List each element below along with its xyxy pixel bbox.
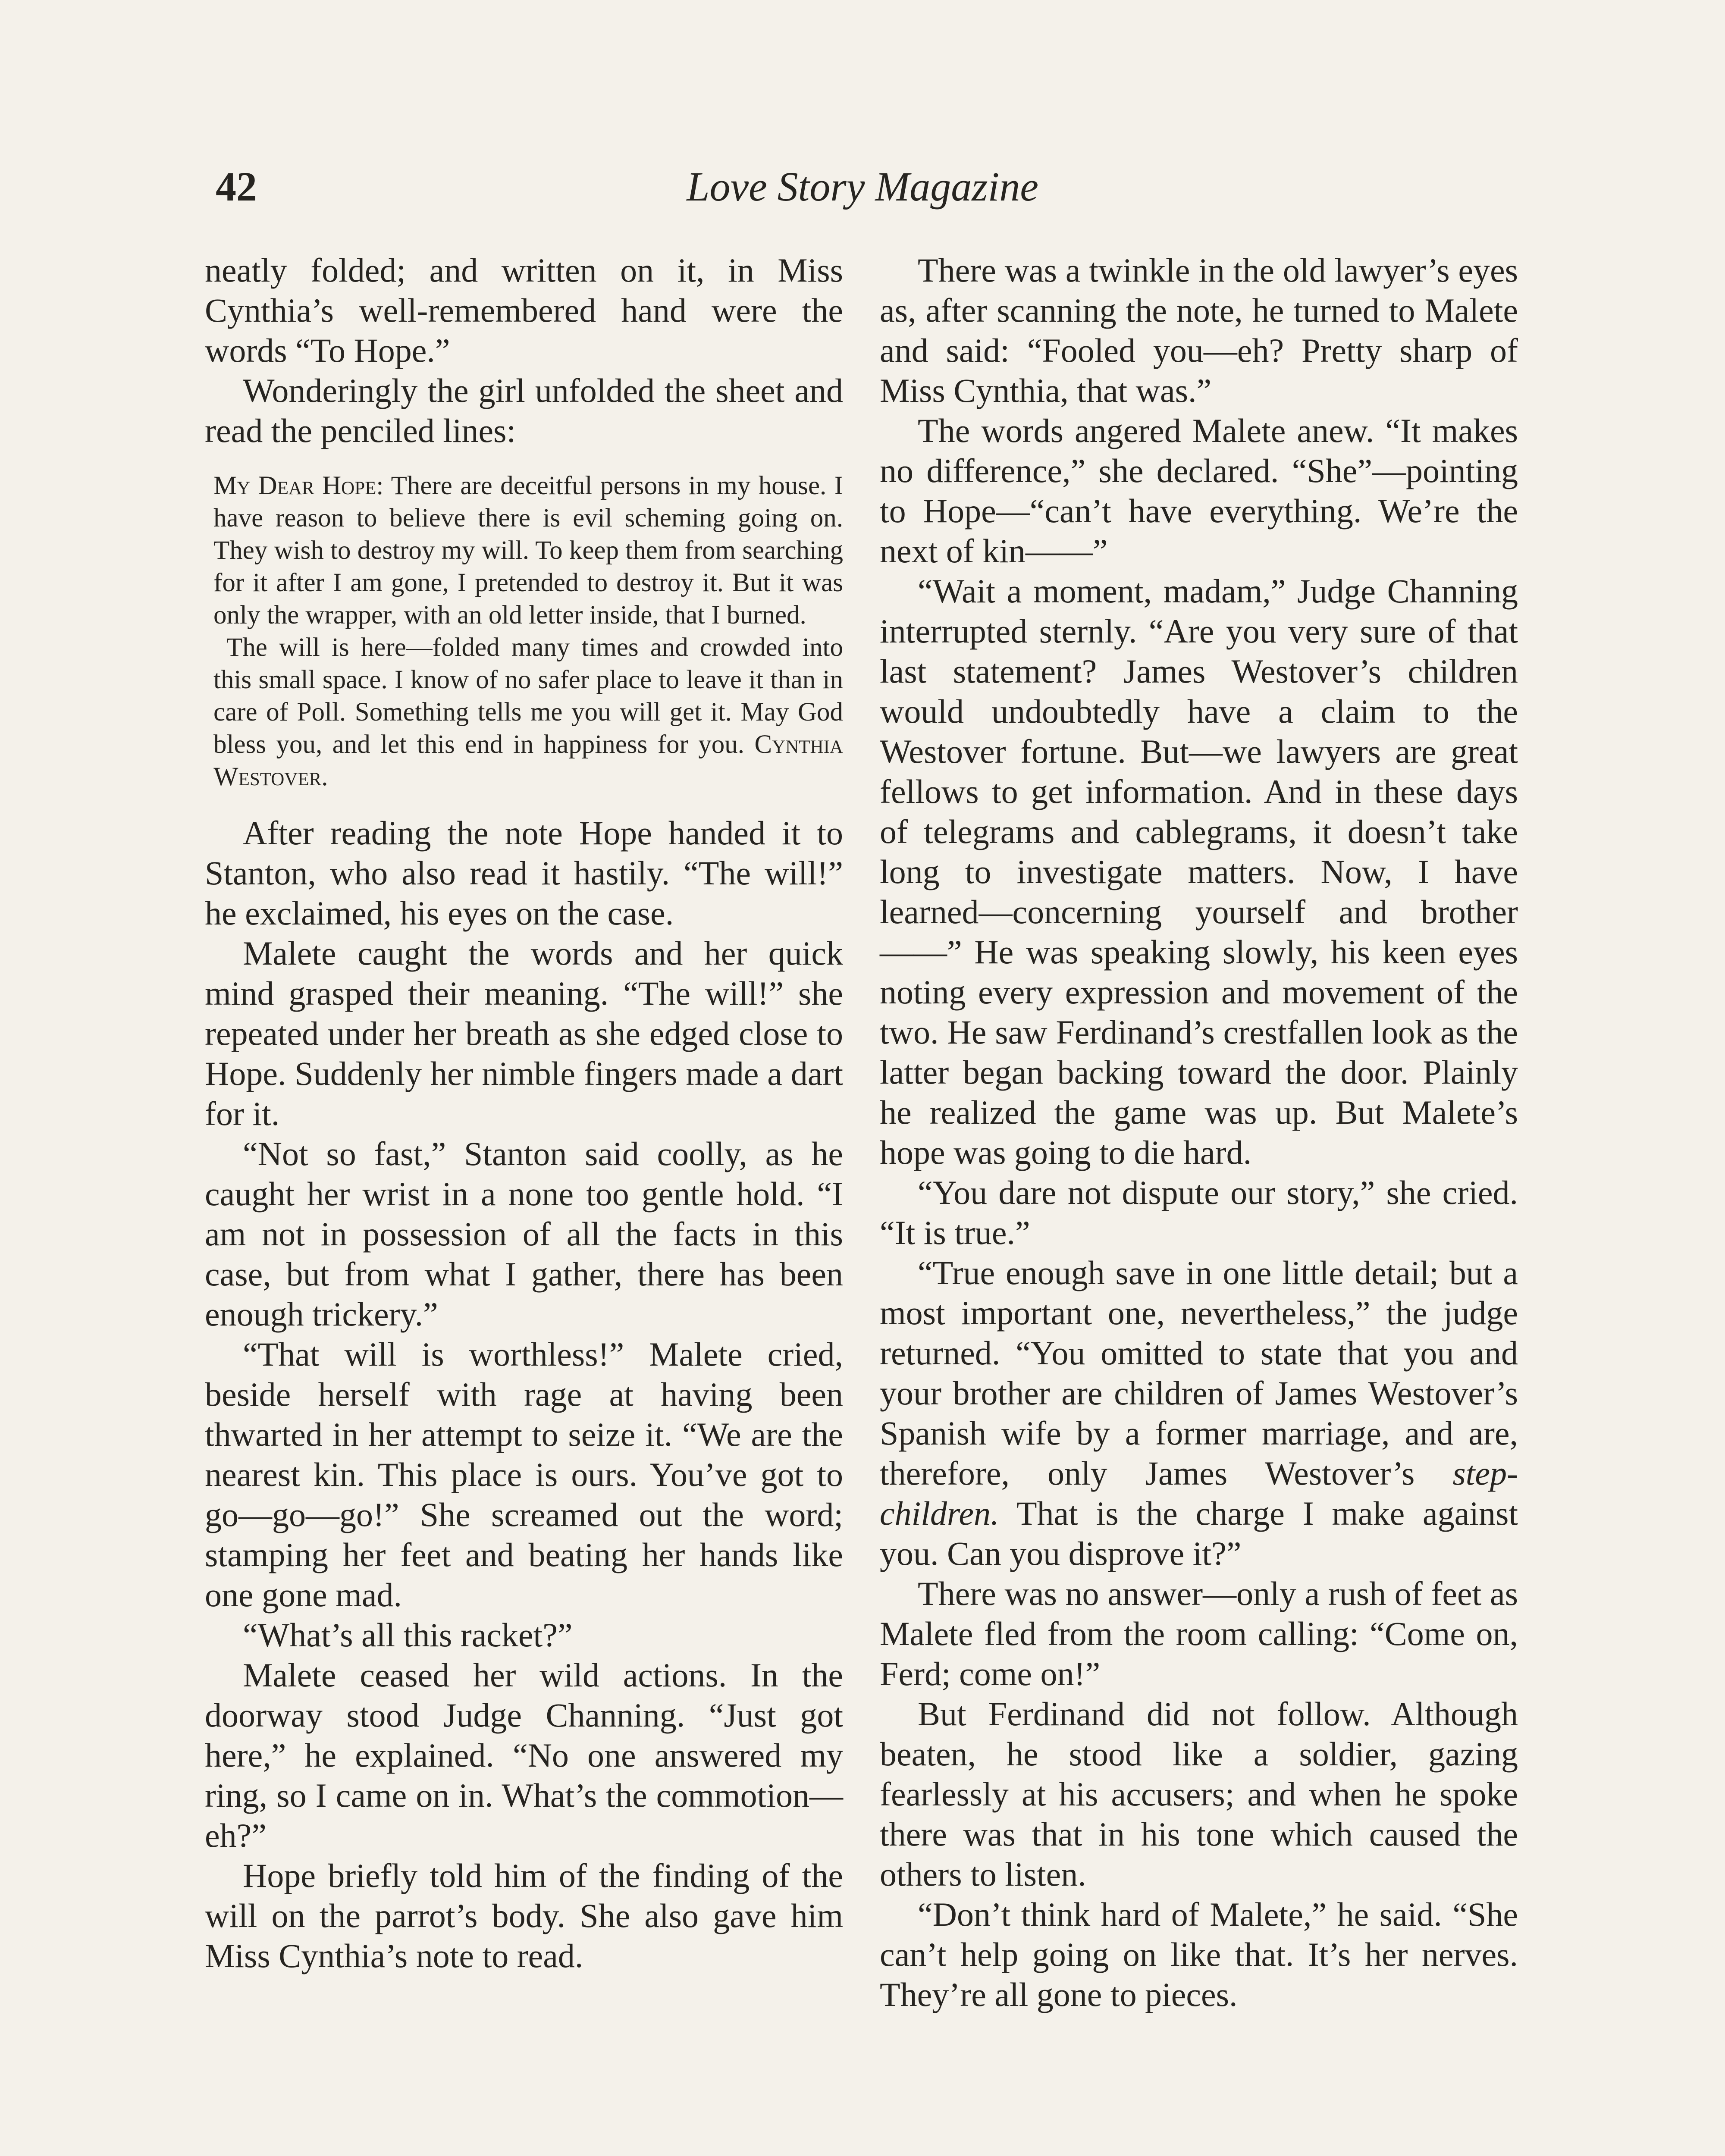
paragraph: After reading the note Hope handed it to Stanton, who also read it hastily. “The will!” he exclaimed, his eyes on the case. <box>205 814 843 932</box>
paragraph: The words angered Malete anew. “It makes no difference,” she declared. “She”—pointing to Hope—“can’t have everything. We’re the next of kin——” <box>880 412 1518 570</box>
note-text: The will is here—folded many times and crowded into this small space. I know of no safer place to leave it than in care of Poll. Something tells me you will get it. May God bless you, and let this end in happiness for you. <box>213 633 843 759</box>
note-text: There are deceitful persons in my house. I have reason to believe there is evil scheming going on. They wish to destroy my will. To keep them from searching for it after I am gone, I pretended to destroy it. But it was only the wrapper, with an old letter inside, that I burned. <box>213 471 844 630</box>
cynthia-note <box>213 470 843 793</box>
paragraph: Hope briefly told him of the finding of the will on the parrot’s body. She also gave him Miss Cynthia’s note to read. <box>205 1857 843 1974</box>
right-column <box>880 250 1518 2015</box>
text-run: That is the charge I make against you. Can you disprove it?” <box>880 1495 1518 1572</box>
paragraph: “Wait a moment, madam,” Judge Channing interrupted sternly. “Are you very sure of that last statement? James Westover’s children would undoubtedly have a claim to the Westover fortune. But—we lawyers are great fellows to get information. And in these days of telegrams and cablegrams, it doesn’t take long to investigate matters. Now, I have learned—concerning yourself and brother——” He was speaking slowly, his keen eyes noting every expression and movement of the two. He saw Ferdinand’s crestfallen look as the latter began backing toward the door. Plainly he realized the game was up. But Malete’s hope was going to die hard. <box>880 572 1518 1171</box>
paragraph: neatly folded; and written on it, in Miss Cynthia’s well-remembered hand were the words “To Hope.” <box>205 251 843 369</box>
paragraph: “That will is worthless!” Malete cried, beside herself with rage at having been thwarted in her attempt to seize it. “We are the nearest kin. This place is ours. You’ve got to go—go—go!” She screamed out the word; stamping her feet and beating her hands like one gone mad. <box>205 1335 843 1614</box>
paragraph: There was no answer—only a rush of feet as Malete fled from the room calling: “Come on, Ferd; come on!” <box>880 1575 1518 1692</box>
paragraph: Malete ceased her wild actions. In the doorway stood Judge Channing. “Just got here,” he explained. “No one answered my ring, so I came on in. What’s the commotion—eh?” <box>205 1656 843 1854</box>
italic-text: step-children. <box>880 1454 1518 1532</box>
paragraph: “You dare not dispute our story,” she cried. “It is true.” <box>880 1174 1518 1251</box>
paragraph: But Ferdinand did not follow. Although beaten, he stood like a soldier, gazing fearlessly at his accusers; and when he spoke there was that in his tone which caused the others to listen. <box>880 1695 1518 1893</box>
note-paragraph <box>213 631 843 793</box>
note-signature: Cynthia Westover. <box>213 730 843 791</box>
paragraph: Malete caught the words and her quick mind grasped their meaning. “The will!” she repeated under her breath as she edged close to Hope. Suddenly her nimble fingers made a dart for it. <box>205 934 843 1132</box>
paragraph: “What’s all this racket?” <box>243 1616 573 1654</box>
left-column <box>205 250 843 1976</box>
note-salutation: My Dear Hope: <box>213 471 384 500</box>
page-number: 42 <box>216 163 257 210</box>
paragraph <box>880 1253 1518 1573</box>
note-paragraph <box>213 470 843 631</box>
paragraph: “Not so fast,” Stanton said coolly, as he caught her wrist in a none too gentle hold. “I am not in possession of all the facts in this case, but from what I gather, there has been enough trickery.” <box>205 1135 843 1333</box>
text-run: “True enough save in one little detail; but a most important one, nevertheless,” the judge returned. “You omitted to state that you and your brother are children of James Westover’s Spanish wife by a former marriage, and are, therefore, only James Westover’s <box>880 1254 1518 1492</box>
paragraph: Wonderingly the girl unfolded the sheet and read the penciled lines: <box>205 372 843 449</box>
magazine-title: Love Story Magazine <box>687 163 1038 210</box>
paragraph: “Don’t think hard of Malete,” he said. “She can’t help going on like that. It’s her nerves. They’re all gone to pieces. <box>880 1896 1518 2013</box>
paragraph: There was a twinkle in the old lawyer’s eyes as, after scanning the note, he turned to Malete and said: “Fooled you—eh? Pretty sharp of Miss Cynthia, that was.” <box>880 251 1518 409</box>
